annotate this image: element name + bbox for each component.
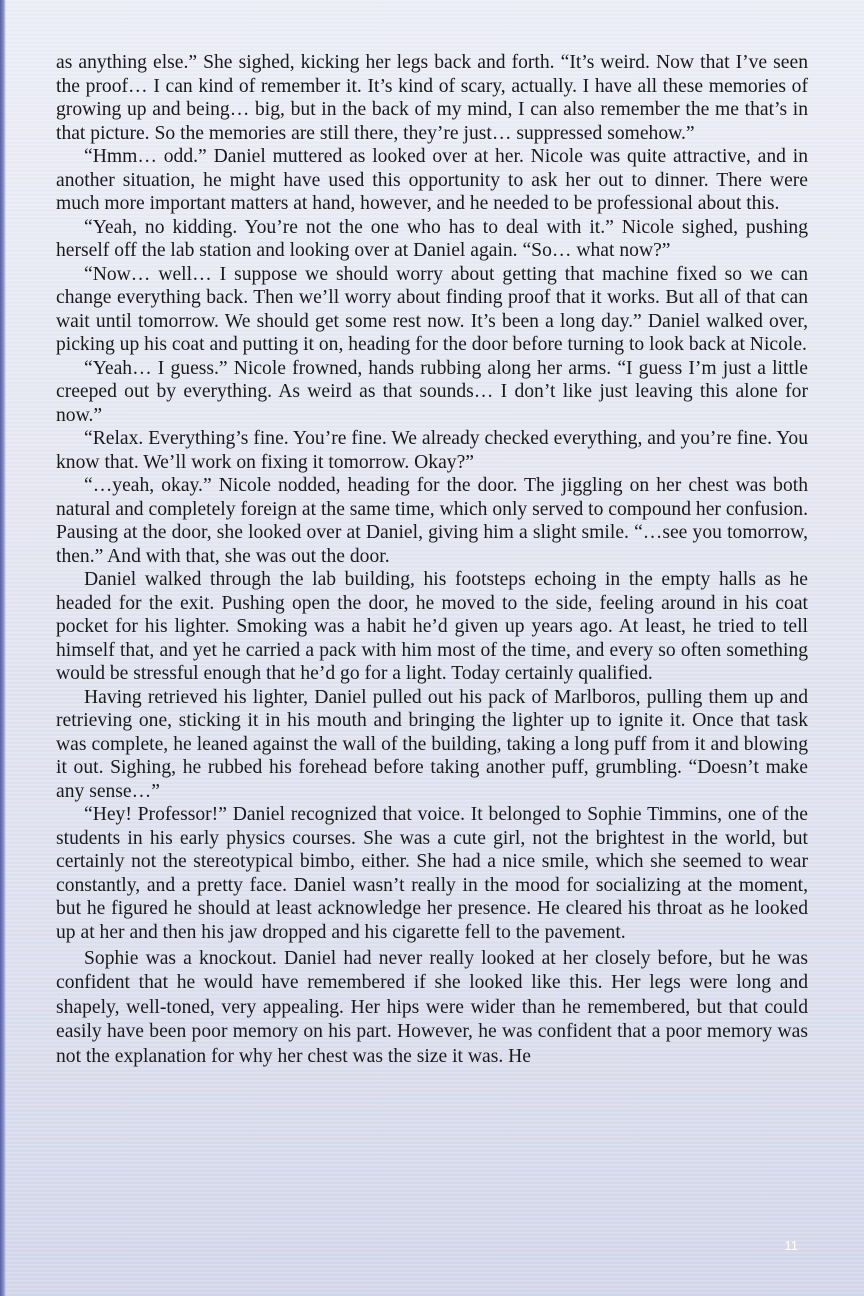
paragraph-9: Having retrieved his lighter, Daniel pulled out his pack of Marlboros, pulling them up and retrieving one, sticking it in his mouth and bringing the lighter up to ignite it. Once that task was complete, he leaned against the wall of the building, taking a long puff from it and blowing it out. Sighing, he rubbed his forehead before taking another puff, grumbling. “Doesn’t make any sense…” xyxy=(56,686,808,802)
paragraph-3: “Yeah, no kidding. You’re not the one who has to deal with it.” Nicole sighed, pushing herself off the lab station and looking over at Daniel again. “So… what now?” xyxy=(56,216,808,261)
paragraph-1: as anything else.” She sighed, kicking her legs back and forth. “It’s weird. Now that I’ve seen the proof… I can kind of remember it. It’s kind of scary, actually. I have all these memories of growing up and being… big, but in the back of my mind, I can also remember the me that’s in that picture. So the memories are still there, they’re just… suppressed somehow.” xyxy=(56,52,808,144)
page-number: 11 xyxy=(784,1238,798,1253)
paragraph-10: “Hey! Professor!” Daniel recognized that voice. It belonged to Sophie Timmins, one of the students in his early physics courses. She was a cute girl, not the brightest in the world, but certainly not the stereotypical bimbo, either. She had a nice smile, which she seemed to wear constantly, and a pretty face. Daniel wasn’t really in the mood for socializing at the moment, but he figured he should at least acknowledge her presence. He cleared his throat as he looked up at her and then his jaw dropped and his cigarette fell to the pavement. xyxy=(56,804,808,943)
paragraph-6: “Relax. Everything’s fine. You’re fine. We already checked everything, and you’re fine. You know that. We’ll work on fixing it tomorrow. Okay?” xyxy=(56,428,808,473)
paragraph-5: “Yeah… I guess.” Nicole frowned, hands rubbing along her arms. “I guess I’m just a little creeped out by everything. As weird as that sounds… I don’t like just leaving this alone for now.” xyxy=(56,357,808,426)
page-edge-stripe xyxy=(0,0,6,1296)
paragraph-7: “…yeah, okay.” Nicole nodded, heading for the door. The jiggling on her chest was both natural and completely foreign at the same time, which only served to compound her confusion. Pausing at the door, she looked over at Daniel, giving him a slight smile. “…see you tomorrow, then.” And with that, she was out the door. xyxy=(56,475,808,567)
book-page-text xyxy=(56,51,808,1069)
paragraph-4: “Now… well… I suppose we should worry about getting that machine fixed so we can change everything back. Then we’ll worry about finding proof that it works. But all of that can wait until tomorrow. We should get some rest now. It’s been a long day.” Daniel walked over, picking up his coat and putting it on, heading for the door before turning to look back at Nicole. xyxy=(56,263,808,355)
paragraph-11: Sophie was a knockout. Daniel had never really looked at her closely before, but he was confident that he would have remembered if she looked like this. Her legs were long and shapely, well-toned, very appealing. Her hips were wider than he remembered, but that could easily have been poor memory on his part. However, he was confident that a poor memory was not the explanation for why her chest was the size it was. He xyxy=(56,948,808,1067)
paragraph-2: “Hmm… odd.” Daniel muttered as looked over at her. Nicole was quite attractive, and in another situation, he might have used this opportunity to ask her out to dinner. There were much more important matters at hand, however, and he needed to be professional about this. xyxy=(56,146,808,214)
paragraph-8: Daniel walked through the lab building, his footsteps echoing in the empty halls as he headed for the exit. Pushing open the door, he moved to the side, feeling around in his coat pocket for his lighter. Smoking was a habit he’d given up years ago. At least, he tried to tell himself that, and yet he carried a pack with him most of the time, and every so often something would be stressful enough that he’d go for a light. Today certainly qualified. xyxy=(56,569,808,684)
